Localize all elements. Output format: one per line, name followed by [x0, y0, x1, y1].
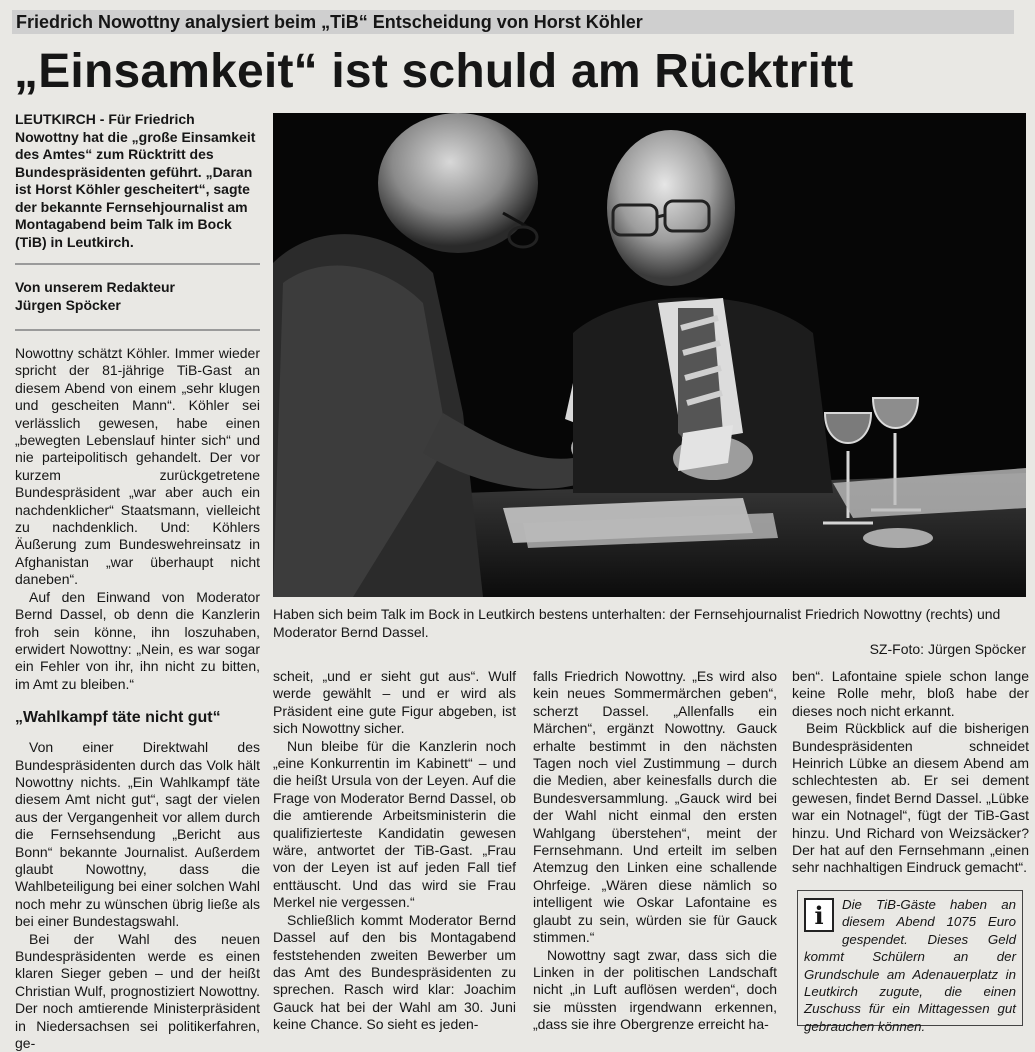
lead-text: LEUTKIRCH - Für Friedrich Nowottny hat die „große Einsamkeit des Amtes“ zum Rücktritt des Bundespräsidenten geführt. „Daran ist Horst Köhler gescheitert“, sagte der bekannte Fernsehjournalist am Montagabend beim Talk im Bock (TiB) in Leutkirch. — [15, 111, 256, 250]
paragraph: falls Friedrich Nowottny. „Es wird also kein neues Sommermärchen geben“, scherzt Dassel. „Allenfalls ein Märchen“, ergänzt Nowottny. Gauck erhalte bestimmt in den nächsten Tagen noch viel Zustimmung – durch die Medien, aber keinesfalls durch die Bundesversammlung. „Gauck wird bei der Wahl nicht einmal den ersten Wahlgang überstehen“, meint der Fernsehmann. Und erteilt im selben Atemzug den Linken eine schallende Ohrfeige. „Wären diese nämlich so intelligent wie Oskar Lafontaine es glaubt zu sein, würden sie für Gauck stimmen.“ — [533, 668, 777, 946]
column-2 — [273, 668, 516, 1034]
caption-text: Haben sich beim Talk im Bock in Leutkirch bestens unterhalten: der Fernsehjournalist Friedrich Nowottny (rechts) und Moderator Bernd Dassel. — [273, 606, 1001, 640]
photo-caption — [273, 606, 1026, 659]
info-box — [797, 890, 1023, 1034]
photo-illustration — [273, 113, 1026, 597]
lead-divider — [15, 263, 260, 265]
paragraph: Nowottny sagt zwar, dass sich die Linken in der politischen Landschaft nicht „in Luft auflösen werden“, doch sie müssten irgendwann erkennen, „dass sie ihre Obergrenze erreicht ha- — [533, 946, 777, 1033]
article-kicker: Friedrich Nowottny analysiert beim „TiB“ Entscheidung von Horst Köhler — [12, 10, 1014, 34]
paragraph: Beim Rückblick auf die bisherigen Bundespräsidenten schneidet Heinrich Lübke an diesem Abend am schlechtesten ab. Er sei dement gewesen, findet Bernd Dassel. „Lübke war ein Notnagel“, fügt der TiB-Gast hinzu. Und Richard von Weizsäcker? Der hat auf den Fernsehmann „einen sehr nachhaltigen Eindruck gemacht“. — [792, 720, 1029, 876]
paragraph: Nowottny schätzt Köhler. Immer wieder spricht der 81-jährige TiB-Gast an diesem Abend von einem „sehr klugen und gescheiten Mann“. Köhler sei verlässlich gewesen, habe einen „bewegten Lebenslauf hinter sich“ und nie parteipolitisch gehandelt. Der vor kurzem zurückgetretene Bundespräsident „war aber auch ein nachdenklicher“ Staatsmann, vielleicht zu nachdenklich. Und: Köhlers Äußerung zum Bundeswehreinsatz in Afghanistan „war überhaupt nicht daneben“. — [15, 345, 260, 588]
paragraph: Bei der Wahl des neuen Bundespräsidenten werde es einen klaren Sieger geben – und der heißt Christian Wulf, prognostiziert Nowottny. Der noch amtierende Ministerpräsident in Niedersachsen sei politikerfahren, ge- — [15, 930, 260, 1052]
byline-role: Von unserem Redakteur — [15, 279, 176, 295]
paragraph: Schließlich kommt Moderator Bernd Dassel auf den bis Montagabend feststehenden zweiten Bewerber um das Amt des Bundespräsidenten zu sprechen. Rasch wird klar: Joachim Gauck hat bei der Wahl am 30. Juni keine Chance. So sieht es jeden- — [273, 911, 516, 1033]
article-headline: „Einsamkeit“ ist schuld am Rücktritt — [14, 45, 854, 98]
column-3 — [533, 668, 777, 1034]
paragraph: Von einer Direktwahl des Bundespräsidenten durch das Volk hält Nowottny nichts. „Ein Wahlkampf täte diesem Amt nicht gut“, sagt der vielen aus der Vergangenheit vor allem durch die Fernsehsendung „Bericht aus Bonn“ bekannte Journalist. Außerdem glaubt Nowottny, dass die Wahlbeteiligung bei einer solchen Wahl noch mehr zu wünschen übrig ließe als bei einer Bundestagswahl. — [15, 739, 260, 930]
info-icon: i — [804, 898, 834, 932]
column-1 — [15, 345, 260, 1052]
subheading: „Wahlkampf täte nicht gut“ — [15, 709, 221, 727]
article-lead — [15, 111, 260, 251]
paragraph: Nun bleibe für die Kanzlerin noch „eine Konkurrentin im Kabinett“ – und die heißt Ursula von der Leyen. Auf die Frage von Moderator Bernd Dassel, ob die amtierende Arbeitsministerin die qualifizierteste Kandidatin gewesen wäre, antwortet der TiB-Gast. „Frau von der Leyen ist auf jeden Fall tief enttäuscht. Und das wird sie Frau Merkel nie vergessen.“ — [273, 737, 516, 911]
paragraph: ben“. Lafontaine spiele schon lange keine Rolle mehr, bloß habe der dieses noch nicht erkannt. — [792, 668, 1029, 719]
column-4 — [792, 668, 1029, 877]
paragraph: Auf den Einwand von Moderator Bernd Dassel, ob denn die Kanzlerin froh sein könne, ihn loszuhaben, erwidert Nowottny: „Nein, es war sogar ein Fehler von ihr, ihn nicht zu bitten, im Amt zu bleiben.“ — [15, 588, 260, 692]
byline — [15, 278, 260, 314]
byline-author: Jürgen Spöcker — [15, 297, 121, 313]
paragraph: scheit, „und er sieht gut aus“. Wulf werde gewählt – und er wird als Präsident eine gute Figur abgeben, ist sich Nowottny sicher. — [273, 668, 516, 737]
article-photo — [273, 113, 1026, 597]
byline-divider — [15, 329, 260, 331]
photo-credit: SZ-Foto: Jürgen Spöcker — [869, 641, 1026, 657]
info-box-text: Die TiB-Gäste haben an diesem Abend 1075 Euro gespendet. Dieses Geld kommt Schülern an der Grundschule am Adenauerplatz in Leutkirch zugute, die einen Zuschuss für ein Mittagessen gut gebrauchen können. — [804, 897, 1016, 1034]
